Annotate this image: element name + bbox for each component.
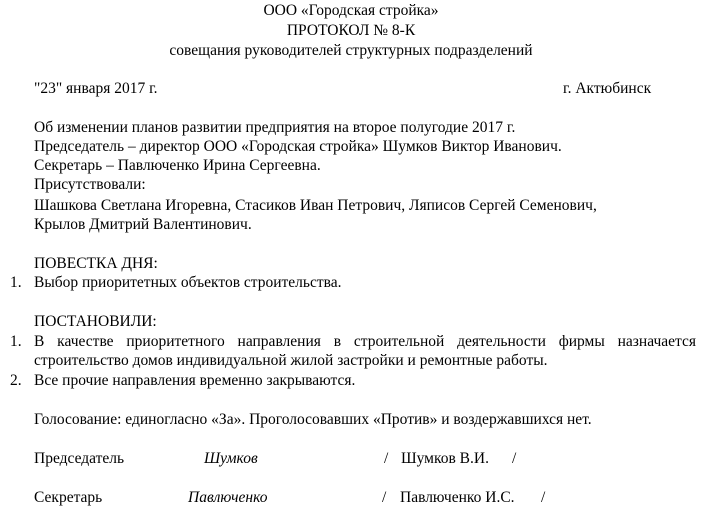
resolution-1-line2: строительство домов индивидуальной жилой застройки и ремонтные работы. <box>34 352 548 369</box>
meeting-subject: совещания руководителей структурных подразделений <box>169 42 533 59</box>
secretary-line: Секретарь – Павлюченко Ирина Сергеевна. <box>34 157 321 174</box>
present-label: Присутствовали: <box>34 176 146 193</box>
agenda-item-text: Выбор приоритетных объектов строительства. <box>34 274 342 291</box>
secretary-signature: Павлюченко <box>188 489 268 506</box>
chairman-slash-left: / <box>384 450 389 467</box>
secretary-slash-right: / <box>541 489 546 506</box>
chairman-signature: Шумков <box>204 450 258 467</box>
meeting-topic: Об изменении планов развитии предприятия на второе полугодие 2017 г. <box>34 119 516 136</box>
resolutions-heading: ПОСТАНОВИЛИ: <box>34 313 157 330</box>
secretary-name: Павлюченко И.С. <box>400 489 515 506</box>
chairman-name: Шумков В.И. <box>401 450 489 467</box>
resolution-1-line1: В качестве приоритетного направления в строительной деятельности фирмы назначается <box>34 333 696 350</box>
resolution-2-text: Все прочие направления временно закрываются. <box>34 372 356 389</box>
resolution-2-number: 2. <box>10 372 22 389</box>
secretary-role-label: Секретарь <box>34 489 103 506</box>
resolution-1-number: 1. <box>10 333 22 350</box>
chairman-slash-right: / <box>512 450 517 467</box>
present-list-line1: Шашкова Светлана Игоревна, Стасиков Иван Петрович, Ляписов Сергей Семенович, <box>34 197 597 214</box>
protocol-city: г. Актюбинск <box>563 80 652 97</box>
company-name: ООО «Городская стройка» <box>263 2 439 19</box>
chairman-line: Председатель – директор ООО «Городская стройка» Шумков Виктор Иванович. <box>34 138 562 155</box>
present-list-line2: Крылов Дмитрий Валентинович. <box>34 216 252 233</box>
protocol-date: "23" января 2017 г. <box>34 80 158 97</box>
chairman-role-label: Председатель <box>34 450 125 467</box>
agenda-item-number: 1. <box>10 274 22 291</box>
voting-result: Голосование: единогласно «За». Проголосовавших «Против» и воздержавшихся нет. <box>34 411 592 428</box>
secretary-slash-left: / <box>382 489 387 506</box>
agenda-heading: ПОВЕСТКА ДНЯ: <box>34 255 158 272</box>
protocol-number: ПРОТОКОЛ № 8-К <box>286 22 416 39</box>
